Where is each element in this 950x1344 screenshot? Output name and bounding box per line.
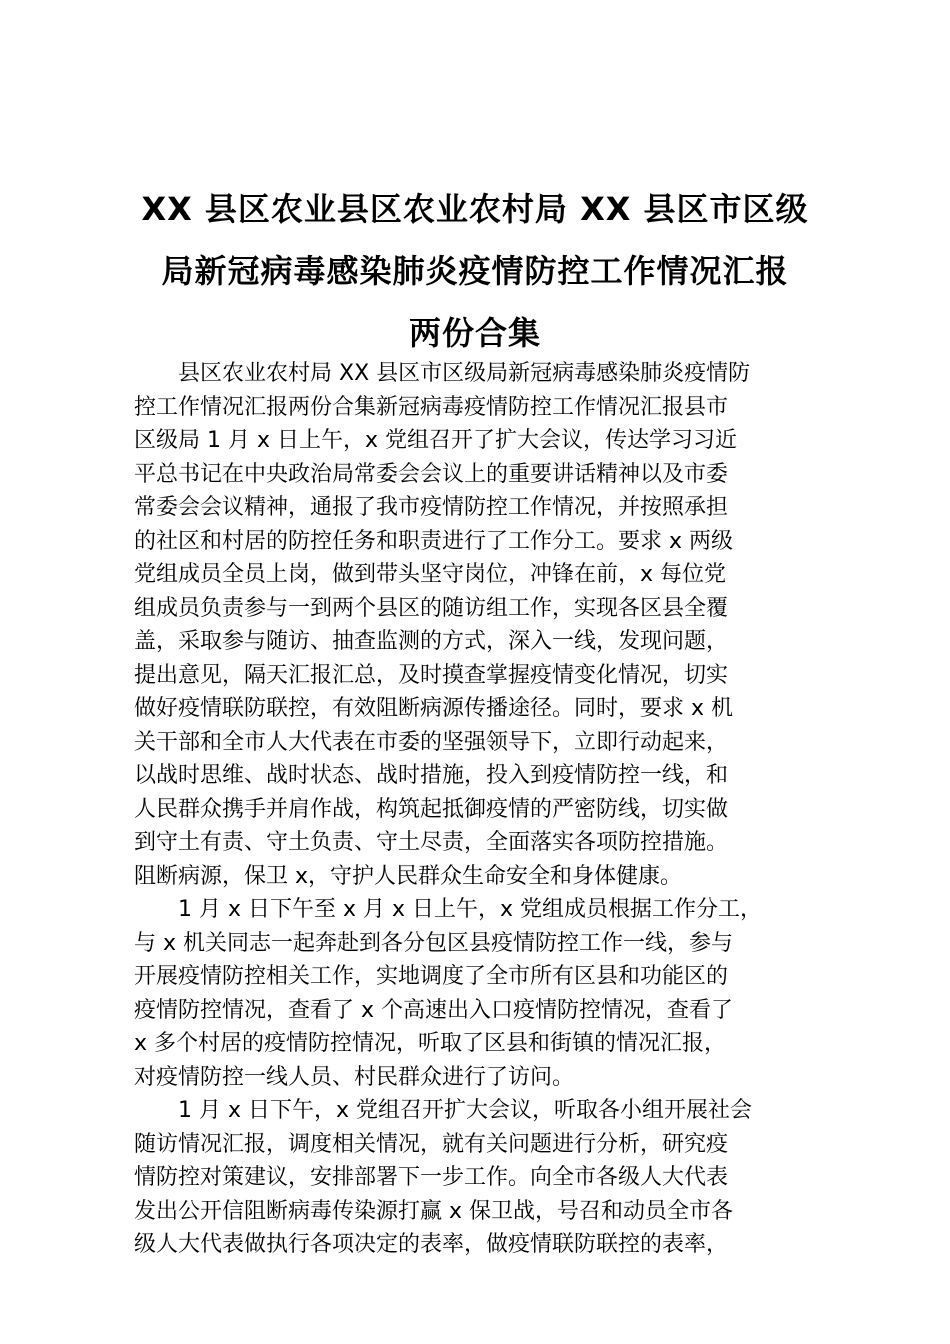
text-line: 以战时思维、战时状态、战时措施，投入到疫情防控一线，和: [134, 763, 729, 788]
text-line: 疫情防控情况，查看了 x 个高速出入口疫情防控情况，查看了: [134, 997, 734, 1023]
text-line: 常委会会议精神，通报了我市疫情防控工作情况，并按照承担: [134, 495, 729, 520]
text-line: 党组成员全员上岗，做到带头坚守岗位，冲锋在前，x 每位党: [134, 562, 727, 587]
text-line: 区级局 1 月 x 日上午，x 党组召开了扩大会议，传达学习习近: [134, 428, 738, 453]
text-line: 到守土有责、守土负责、守土尽责，全面落实各项防控措施。: [134, 830, 729, 855]
title-line: 两份合集: [408, 314, 541, 352]
text-line: 随访情况汇报，调度相关情况，就有关问题进行分析，研究疫: [134, 1131, 729, 1157]
text-line: 盖，采取参与随访、抽查监测的方式，深入一线，发现问题，: [134, 629, 729, 654]
title-line: 局新冠病毒感染肺炎疫情防控工作情况汇报: [161, 252, 789, 290]
text-line: 与 x 机关同志一起奔赴到各分包区县疫情防控工作一线，参与: [134, 930, 734, 956]
text-line: 做好疫情联防联控，有效阻断病源传播途径。同时，要求 x 机: [134, 696, 734, 721]
text-line: 阻断病源，保卫 x，守护人民群众生命安全和身体健康。: [134, 863, 683, 889]
document-title: [120, 178, 830, 364]
text-line: 人民群众携手并肩作战，构筑起抵御疫情的严密防线，切实做: [134, 796, 729, 822]
text-line: 平总书记在中央政治局常委会会议上的重要讲话精神以及市委: [134, 461, 729, 487]
text-line: 的社区和村居的防控任务和职责进行了工作分工。要求 x 两级: [134, 528, 734, 554]
text-line: 1 月 x 日下午，x 党组召开扩大会议，听取各小组开展社会: [178, 1098, 753, 1123]
text-line: 提出意见，隔天汇报汇总，及时摸查掌握疫情变化情况，切实: [134, 662, 729, 688]
text-line: 开展疫情防控相关工作，实地调度了全市所有区县和功能区的: [134, 964, 729, 989]
text-line: 级人大代表做执行各项决定的表率，做疫情联防联控的表率，: [134, 1232, 729, 1257]
text-line: 发出公开信阻断病毒传染源打赢 x 保卫战，号召和动员全市各: [134, 1198, 734, 1224]
body-paragraph: [134, 1094, 824, 1262]
text-line: 控工作情况汇报两份合集新冠病毒疫情防控工作情况汇报县市: [134, 394, 729, 420]
document-body: [134, 357, 824, 1262]
text-line: x 多个村居的疫情防控情况，听取了区县和街镇的情况汇报，: [134, 1031, 727, 1056]
body-paragraph: [134, 893, 824, 1094]
title-line: XX 县区农业县区农业农村局 XX 县区市区级: [141, 190, 809, 228]
body-paragraph: [134, 357, 824, 893]
text-line: 1 月 x 日下午至 x 月 x 日上午，x 党组成员根据工作分工，: [178, 897, 763, 922]
text-line: 情防控对策建议，安排部署下一步工作。向全市各级人大代表: [134, 1165, 729, 1190]
text-line: 组成员负责参与一到两个县区的随访组工作，实现各区县全覆: [134, 595, 729, 621]
text-line: 关干部和全市人大代表在市委的坚强领导下，立即行动起来，: [134, 729, 729, 755]
text-line: 县区农业农村局 XX 县区市区级局新冠病毒感染肺炎疫情防: [178, 361, 751, 386]
text-line: 对疫情防控一线人员、村民群众进行了访问。: [134, 1064, 575, 1090]
